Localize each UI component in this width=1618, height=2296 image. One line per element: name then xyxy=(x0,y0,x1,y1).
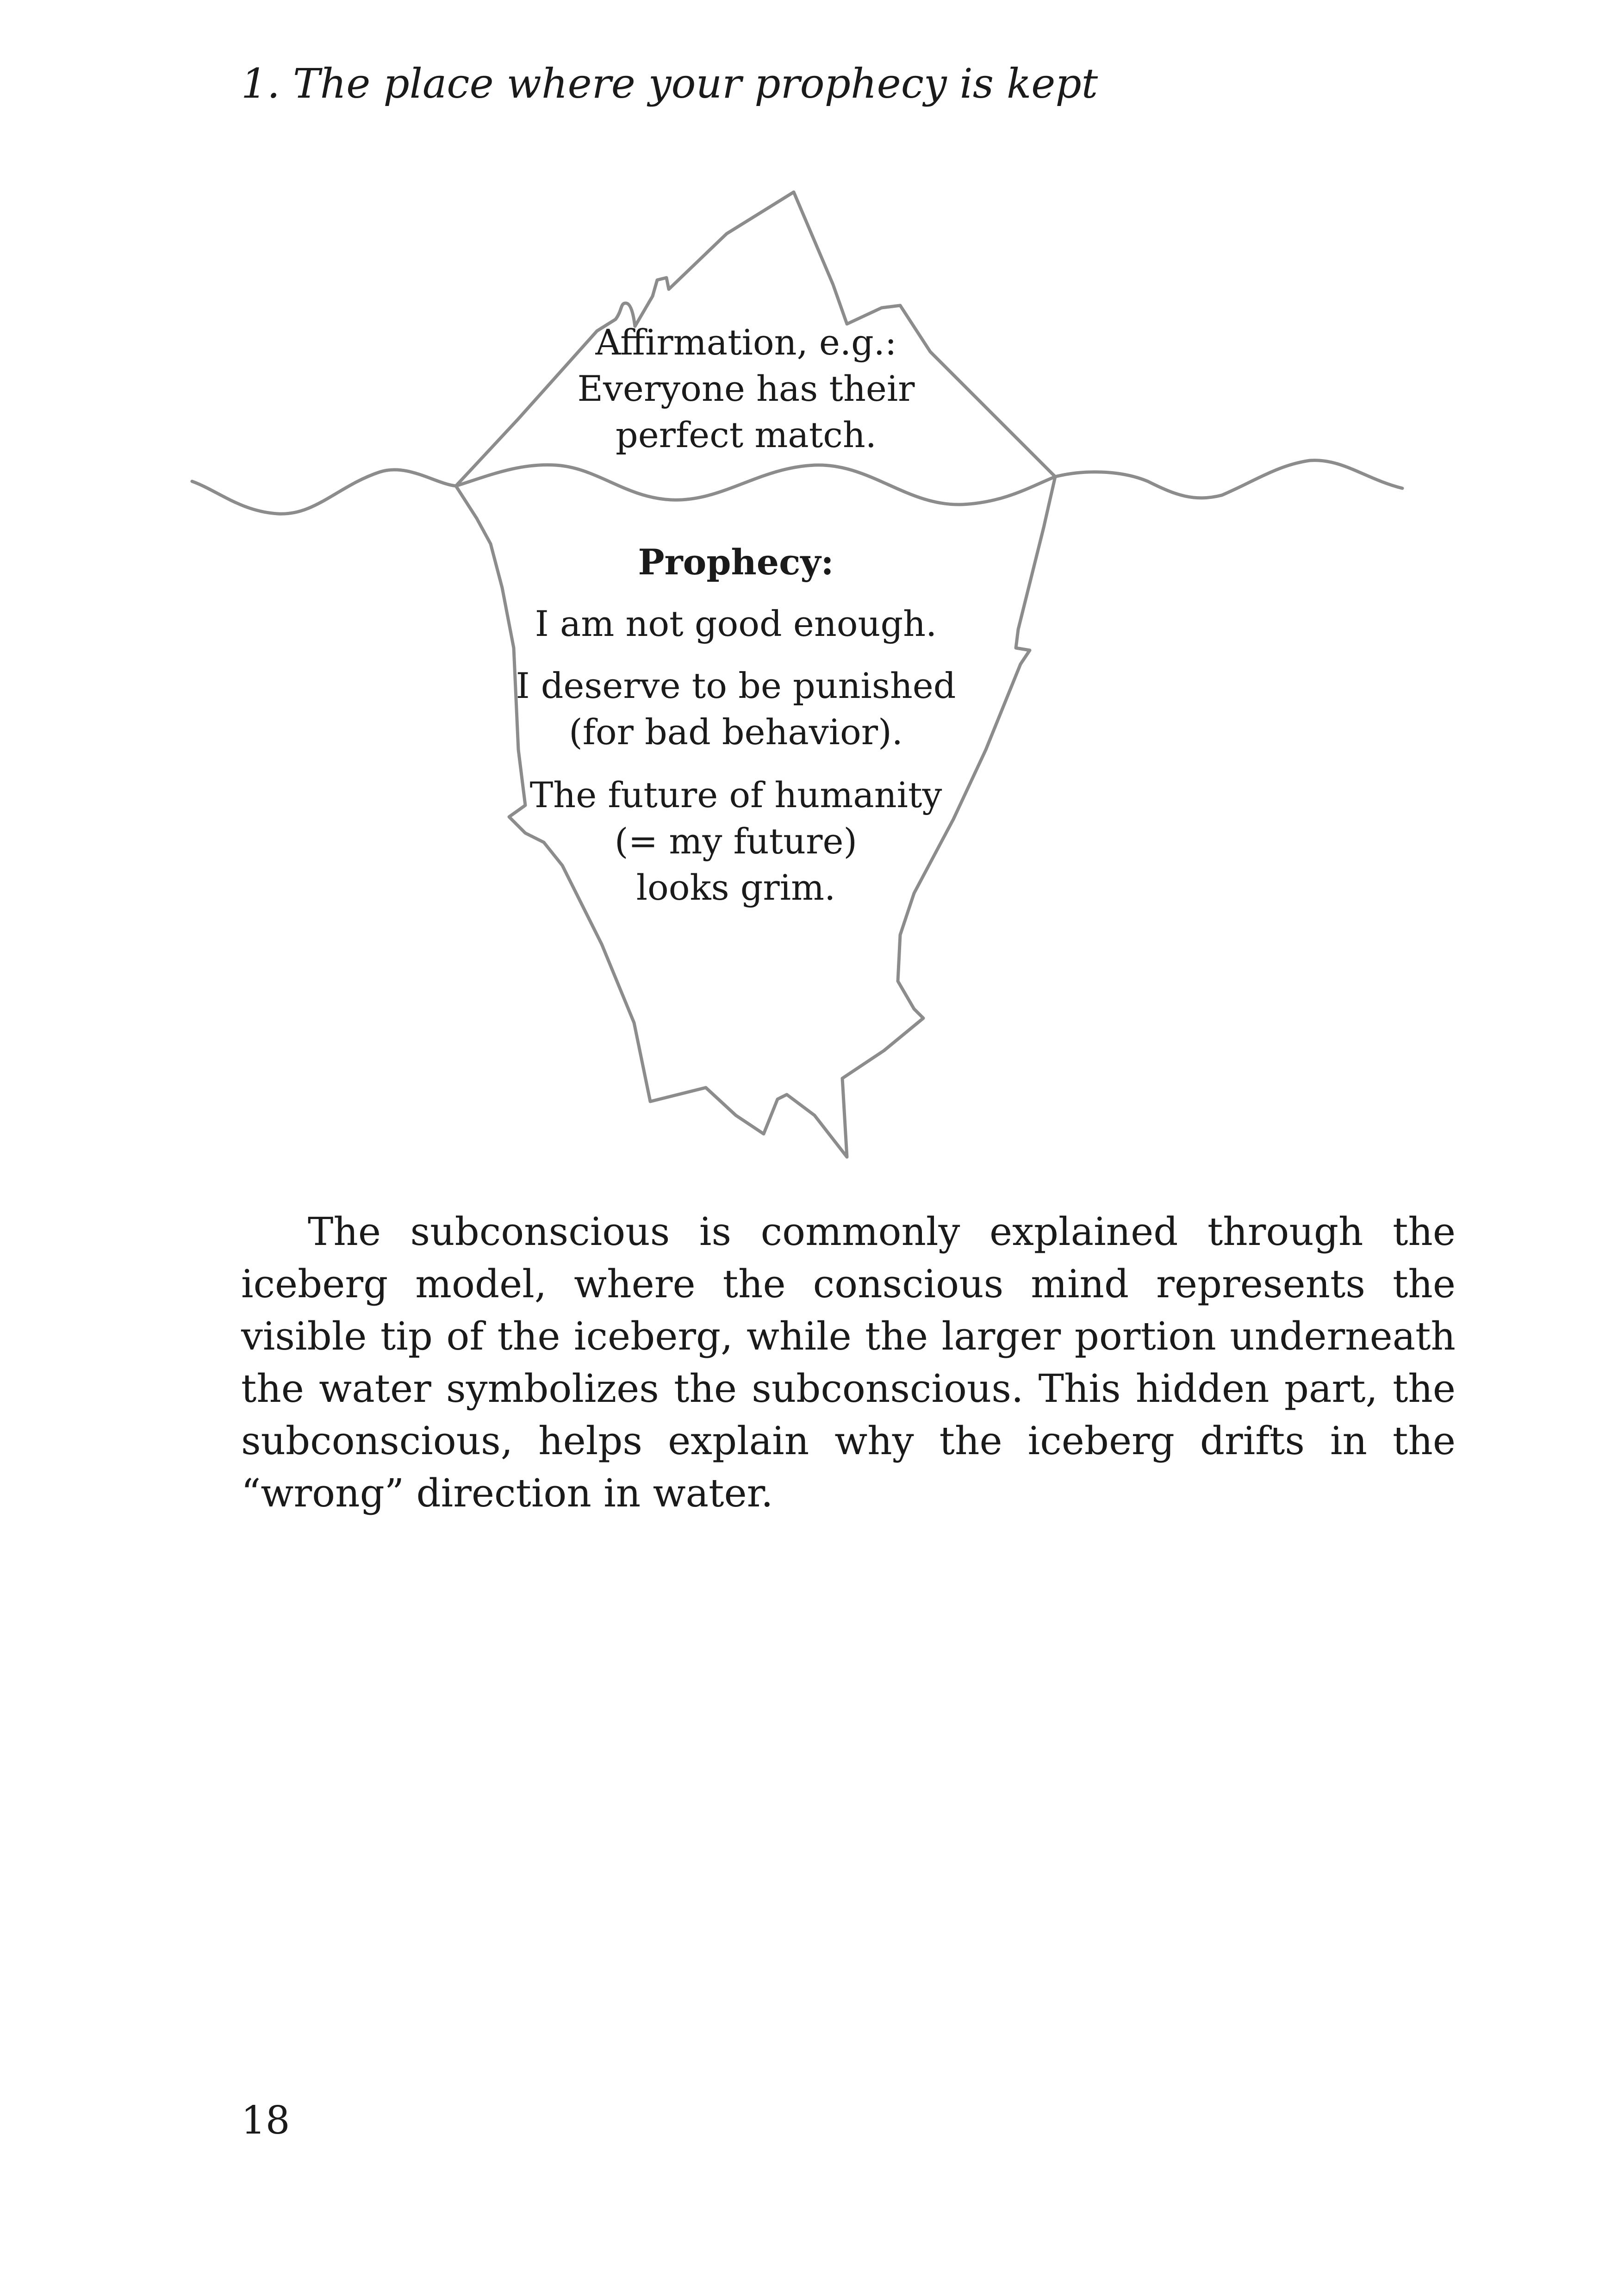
prophecy-line: looks grim. xyxy=(636,867,836,908)
prophecy-statement xyxy=(535,601,937,647)
water-line-middle xyxy=(456,465,1055,504)
body-paragraph xyxy=(241,1206,1456,1519)
affirmation-line: perfect match. xyxy=(616,414,877,455)
page-number: 18 xyxy=(241,2098,290,2143)
water-line-right xyxy=(1055,460,1402,498)
running-head: 1. The place where your prophecy is kept xyxy=(241,60,1098,107)
affirmation-line: Everyone has their xyxy=(577,368,915,409)
prophecy-line: I am not good enough. xyxy=(535,603,937,644)
body-paragraph-text: The subconscious is commonly explained through the iceberg model, where the conscious mind represents the visible tip of the iceberg, while the larger portion underneath the water symbolizes the subconscious. This hidden part, the subconscious, helps explain why the iceberg drifts in the “wrong” direction in water. xyxy=(241,1209,1456,1516)
prophecy-line: (= my future) xyxy=(614,821,858,862)
prophecy-statement xyxy=(516,663,956,755)
prophecy-line: I deserve to be punished xyxy=(516,665,956,706)
prophecy-line: The future of humanity xyxy=(529,774,942,815)
prophecy-title: Prophecy: xyxy=(638,541,834,583)
prophecy-statement xyxy=(530,772,942,911)
affirmation-line: Affirmation, e.g.: xyxy=(595,322,897,363)
water-line-left xyxy=(192,470,456,514)
affirmation-block xyxy=(577,319,915,458)
prophecy-line: (for bad behavior). xyxy=(569,711,903,753)
